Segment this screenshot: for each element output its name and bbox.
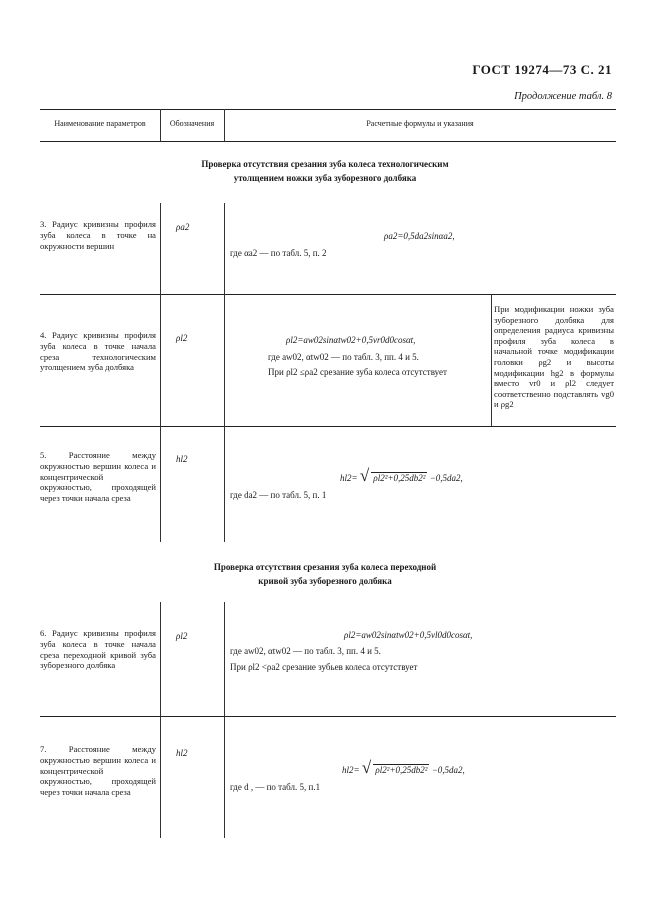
param-3-formula: ρa2=0,5da2sinαa2, <box>384 231 455 241</box>
section-heading-2-line1: Проверка отсутствия срезания зуба колеса переходной <box>213 562 437 572</box>
row-divider-4 <box>40 294 616 295</box>
sqrt-symbol: √ <box>361 758 372 777</box>
sqrt-symbol: √ <box>359 466 370 485</box>
param-4-symbol: ρl2 <box>176 333 188 343</box>
param-7-formula-radicand: ρl2²+0,25db2² <box>375 765 428 775</box>
note-column-divider <box>491 294 492 426</box>
param-5-formula-radicand: ρl2²+0,25db2² <box>373 473 426 483</box>
section-heading-2-line2: кривой зуба зуборезного долбяка <box>258 576 392 586</box>
row-divider-7 <box>40 716 616 717</box>
param-4-label: 4. Радиус кривизны профиля зуба колеса в точке начала среза технологическим утолщением зуба долбяка <box>40 330 156 373</box>
param-5-label: 5. Расстояние между окружностью вершин колеса и концентрической окружностью, проходящей через точки начала среза <box>40 450 156 504</box>
col-header-parameters: Наименование параметров <box>54 119 146 128</box>
section-heading-1-line1: Проверка отсутствия срезания зуба колеса технологическим <box>201 159 449 169</box>
param-7-formula-lhs: hl2= <box>342 765 360 775</box>
col-divider-2-block2 <box>224 602 225 838</box>
col-header-formulas: Расчетные формулы и указания <box>366 119 474 128</box>
param-7-symbol: hl2 <box>176 748 188 758</box>
param-5-where: где da2 — по табл. 5, п. 1 <box>230 490 327 500</box>
row-divider-5 <box>40 426 616 427</box>
param-5-formula-lhs: hl2= <box>340 473 358 483</box>
table-continuation-label: Продолжение табл. 8 <box>514 91 612 102</box>
param-4-condition: При ρl2 ≤ρa2 срезание зуба колеса отсутствует <box>268 367 447 377</box>
param-5-formula <box>340 466 463 486</box>
param-5-symbol: hl2 <box>176 454 188 464</box>
section-heading-2 <box>160 560 490 588</box>
param-7-formula-rhs: −0,5da2, <box>431 765 465 775</box>
param-4-note: При модификации ножки зуба зуборезного долбяка для определения радиуса кривизны профиля зуба колеса в начальной точке модификации головки ρg2 и высоты модификации hg2 в формулы вместо vr0 и ρl2 следует соответственно подставлять vg0 и ρg2 <box>494 304 614 410</box>
section-heading-1-line2: утолщением ножки зуба зуборезного долбяка <box>233 173 417 183</box>
page-header: ГОСТ 19274—73 С. 21 <box>472 62 612 77</box>
col-divider-1-block1 <box>160 203 161 542</box>
param-7-formula <box>342 758 465 778</box>
table-header-rule <box>40 141 616 142</box>
param-7-label: 7. Расстояние между окружностью вершин колеса и концентрической окружностью, проходящей через точки начала среза <box>40 744 156 798</box>
table-top-rule <box>40 109 616 110</box>
param-6-formula: ρl2=aw02sinαtw02+0,5vl0d0cosαt, <box>344 630 473 640</box>
param-3-label: 3. Радиус кривизны профиля зуба колеса в точке на окружности вершин <box>40 219 156 251</box>
section-heading-1 <box>160 157 490 185</box>
param-3-symbol: ρa2 <box>176 222 190 232</box>
param-5-formula-rhs: −0,5da2, <box>429 473 463 483</box>
param-6-label: 6. Радиус кривизны профиля зуба колеса в точке начала среза переходной кривой зуба зуборезного долбяка <box>40 628 156 671</box>
param-6-symbol: ρl2 <box>176 631 188 641</box>
param-4-where: где aw02, αtw02 — по табл. 3, пп. 4 и 5. <box>268 352 419 362</box>
param-6-where: где aw02, αtw02 — по табл. 3, пп. 4 и 5. <box>230 646 381 656</box>
col-header-symbols: Обозначения <box>169 119 215 128</box>
param-3-where: где αa2 — по табл. 5, п. 2 <box>230 248 327 258</box>
param-6-condition: При ρl2 <ρa2 срезание зубьев колеса отсутствует <box>230 662 418 672</box>
param-4-formula: ρl2=aw02sinαtw02+0,5vr0d0cosαt, <box>286 335 416 345</box>
col-divider-1-block2 <box>160 602 161 838</box>
col-divider-2-block1 <box>224 203 225 542</box>
param-7-where: где d , — по табл. 5, п.1 <box>230 782 321 792</box>
